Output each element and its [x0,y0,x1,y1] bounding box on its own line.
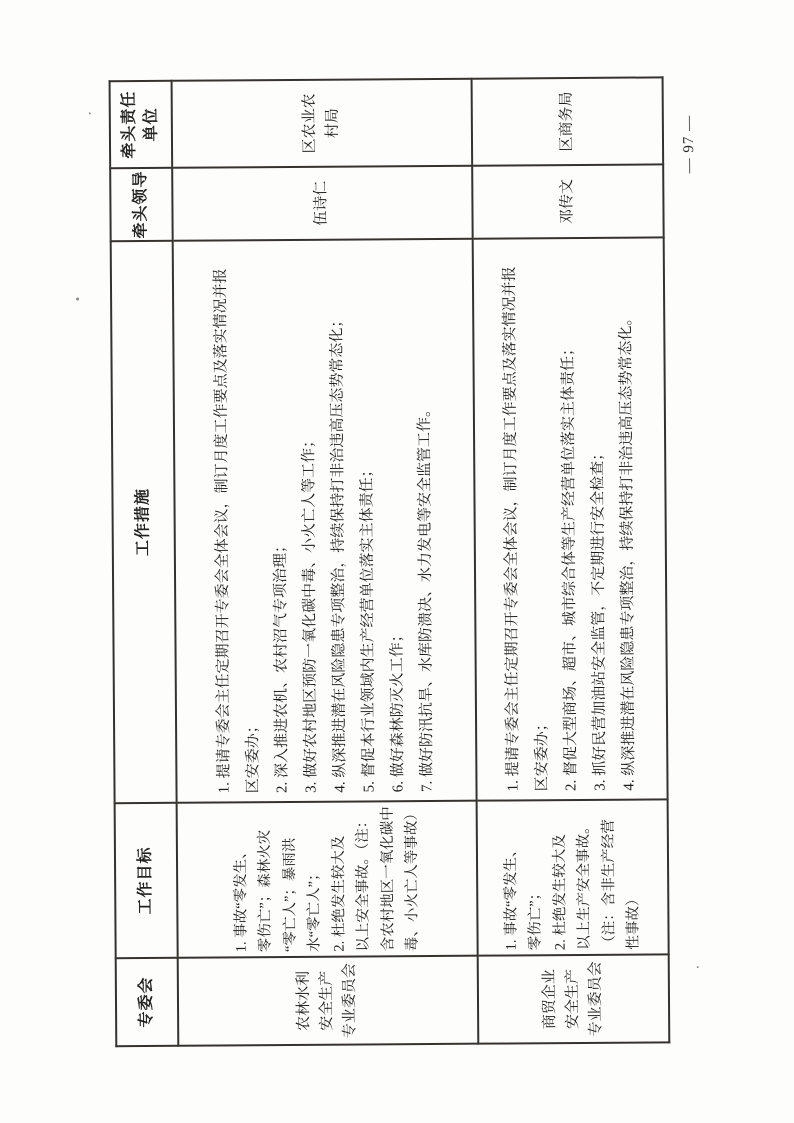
committee-work-table [109,76,671,1047]
scan-speckle [76,297,79,300]
cell-measures: 1. 提请专委会主任定期召开专委会全体会议，制订月度工作要点及落实情况并报 区安委办； 2. 督促大型商场、超市、城市综合体等生产经营单位落实主体责任； 3. 抓好民营加油站安全监管，不定期进行安全检查； 4. 纵深推进潜在风险隐患专项整治，持续保持打非治违高压态势常态化。 [472,237,667,800]
header-committee: 专委会 [116,958,178,1046]
table-row [471,77,669,1043]
cell-goals: 1. 事故“零发生、 零伤亡”；森林火灾 “零亡人”；暴雨洪 水“零亡人”； 2. 杜绝发生较大及 以上安全事故。（注： 含农村地区一氧化碳中 毒、小火亡人等事故） [176,801,477,958]
cell-lead-leader: 伍诗仁 [172,166,473,241]
cell-lead-unit: 区农业农 村局 [171,79,472,168]
cell-committee: 商贸企业 安全生产 专业委员会 [477,954,669,1043]
cell-goals: 1. 事故“零发生、 零伤亡”； 2. 杜绝发生较大及 以上生产安全事故。 （注：含非生产经营 性事故） [476,799,668,955]
header-goals: 工作目标 [115,803,178,958]
page-number: — 97 — [680,114,698,174]
cell-committee: 农林水利 安全生产 专业委员会 [177,956,478,1046]
scan-speckle [697,966,699,968]
committee-table-wrap [109,76,671,1047]
table-header-row [110,81,178,1046]
scan-speckle [89,112,91,114]
header-measures: 工作措施 [111,241,177,803]
table-row [171,79,478,1046]
header-lead-leader: 牵头领导 [110,168,172,241]
cell-measures: 1. 提请专委会主任定期召开专委会全体会议，制订月度工作要点及落实情况并报 区安委办； 2. 深入推进农机、农村沼气专项治理； 3. 做好农村地区预防一氧化碳中毒、小火亡人等工作； 4. 纵深推进潜在风险隐患专项整治，持续保持打非治违高压态势常态化； 5. 督促本行业领域内生产经营单位落实主体责任； 6. 做好森林防灭火工作； 7. 做好防汛抗旱、水库防溃决、水力发电等安全监管工作。 [172,239,476,803]
cell-lead-leader: 邓传文 [472,164,664,238]
cell-lead-unit: 区商务局 [471,77,663,165]
header-lead-unit: 牵头责任 单位 [110,81,172,168]
